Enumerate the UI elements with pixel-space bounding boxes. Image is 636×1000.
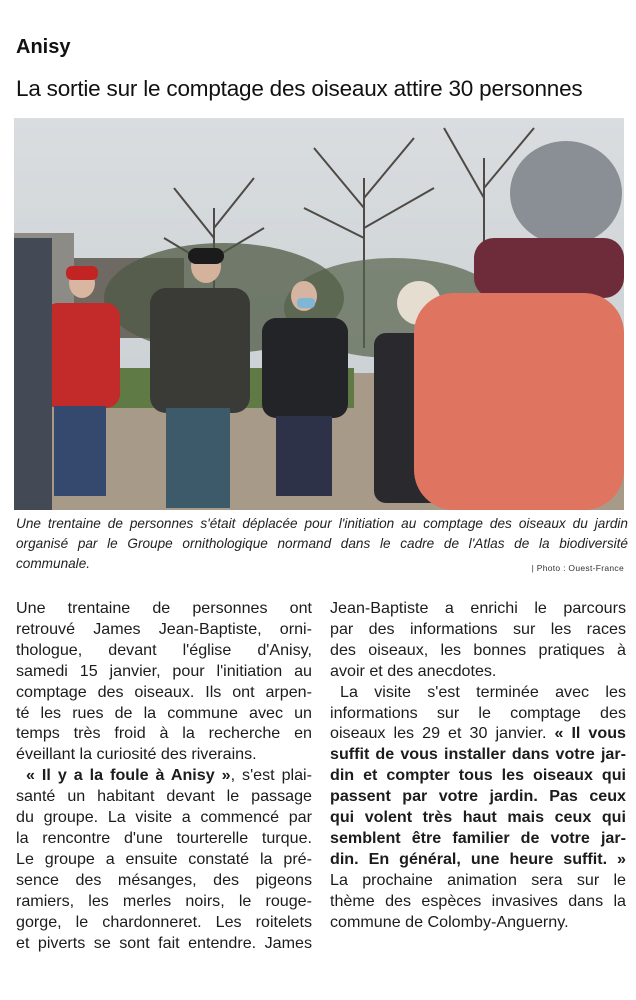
body-line: retrouvé James Jean-Baptiste, orni- (16, 619, 312, 638)
quote-bold: din et compter tous les oiseaux qui (330, 766, 626, 785)
body-line: comptage des oiseaux. Ils ont arpen- (16, 682, 312, 701)
body-line-bold (330, 807, 626, 828)
body-line-bold (330, 744, 626, 765)
body-line: samedi 15 janvier, pour l'initiation au (16, 661, 312, 680)
body-line-bold (330, 828, 626, 849)
quote-bold: suffit de vous installer dans votre jar- (330, 745, 626, 764)
body-line: informations sur le comptage des (330, 703, 626, 722)
quote-bold: din. En général, une heure suffit. » (330, 849, 626, 868)
body-line: santé un habitant devant le passage (16, 787, 312, 806)
body-line-bold (330, 849, 626, 870)
photo-credit: | Photo : Ouest-France (531, 563, 624, 573)
quote-bold: passent par votre jardin. Pas ceux (330, 787, 626, 806)
text-normal: oiseaux les 29 et 30 janvier. (330, 724, 555, 743)
body-line-mixed (330, 723, 626, 744)
quote-bold: qui volent très haut mais ceux qui (330, 808, 626, 827)
body-line: avoir et des anecdotes. (330, 661, 497, 680)
body-line: Jean-Baptiste a enrichi le parcours (330, 599, 626, 617)
quote-bold: « Il y a la foule à Anisy » (26, 766, 231, 785)
body-line: ramiers, les merles noirs, le rouge- (16, 891, 312, 910)
article-photo (14, 118, 624, 510)
body-line-bold (330, 765, 626, 786)
article-kicker: Anisy (16, 36, 71, 58)
quote-bold: semblent être familier de votre jar- (330, 828, 626, 847)
body-column-2 (330, 598, 626, 933)
body-line: la rencontre d'une tourterelle turque. (16, 828, 312, 847)
body-line: gorge, le chardonneret. Les roitelets (16, 912, 312, 931)
body-line: La prochaine animation sera sur le (330, 870, 626, 889)
body-line: commune de Colomby-Anguerny. (330, 912, 569, 931)
body-line: éveillant la curiosité des riverains. (16, 745, 257, 764)
body-line-quote (16, 765, 312, 786)
body-line: par des informations sur les races (330, 619, 626, 638)
body-line-bold (330, 786, 626, 807)
body-line: thème des espèces invasives dans la (330, 891, 626, 910)
body-line: Le groupe a ensuite constaté la pré- (16, 849, 312, 868)
body-line: des oiseaux, les bonnes pratiques à (330, 640, 626, 659)
body-line: temps très froid à la recherche en (16, 724, 312, 743)
body-line: et piverts se sont fait entendre. James (16, 933, 312, 952)
body-line: du groupe. La visite a commencé par (16, 808, 312, 827)
body-line: té les rues de la commune avec un (16, 703, 312, 722)
body-line: Une trentaine de personnes ont (16, 599, 312, 617)
body-column-1 (16, 598, 312, 953)
quote-rest: , s'est plai- (230, 766, 312, 785)
body-line: sence des mésanges, des pigeons (16, 870, 312, 889)
article-headline: La sortie sur le comptage des oiseaux attire 30 personnes (16, 76, 583, 101)
body-line: thologue, devant l'église d'Anisy, (16, 640, 312, 659)
body-line: La visite s'est terminée avec les (340, 682, 626, 701)
photo-caption: Une trentaine de personnes s'était déplacée pour l'initiation au comptage des oiseaux du jardin organisé par le Groupe ornithologique normand dans le cadre de l'Atlas de la biodiversité communale. (16, 516, 628, 571)
quote-bold: « Il vous (554, 724, 626, 743)
